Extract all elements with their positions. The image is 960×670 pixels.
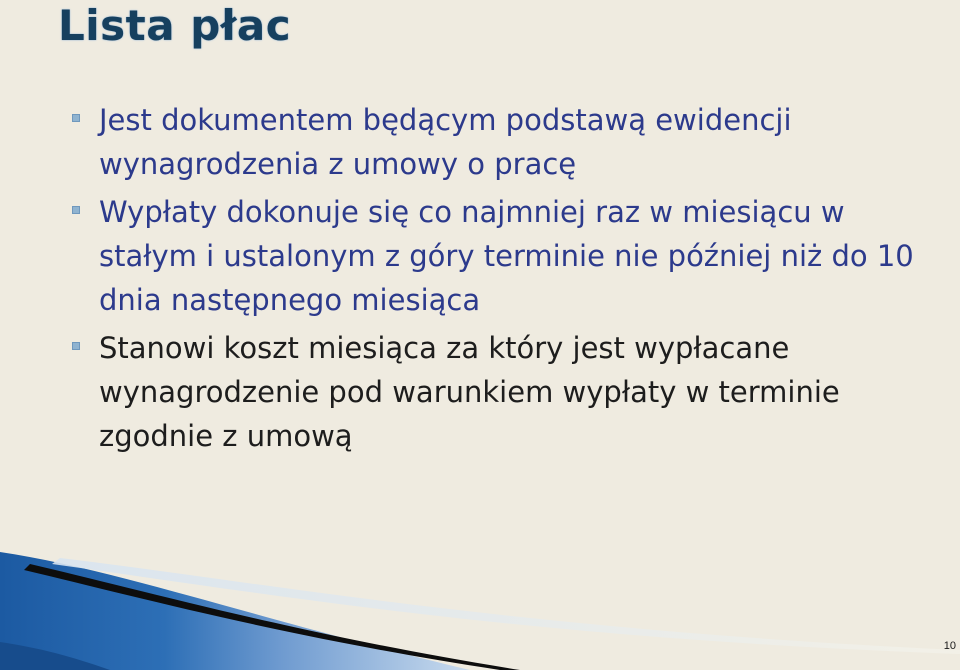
- square-bullet-icon: [72, 342, 80, 350]
- bullet-text: Wypłaty dokonuje się co najmniej raz w miesiącu w stałym i ustalonym z góry terminie nie później niż do 10 dnia następnego miesiąca: [99, 195, 914, 317]
- bullet-text: Stanowi koszt miesiąca za który jest wypłacane wynagrodzenie pod warunkiem wypłaty w terminie zgodnie z umową: [99, 331, 840, 453]
- square-bullet-icon: [72, 206, 80, 214]
- decorative-wave: [0, 530, 960, 670]
- bullet-item: [72, 190, 932, 322]
- bullet-item: [72, 326, 932, 458]
- bullet-item: [72, 98, 932, 186]
- slide-title: Lista płac: [58, 1, 292, 50]
- square-bullet-icon: [72, 114, 80, 122]
- page-number: 10: [943, 640, 956, 652]
- bullet-list: [72, 98, 932, 462]
- bullet-text: Jest dokumentem będącym podstawą ewidencji wynagrodzenia z umowy o pracę: [99, 103, 792, 181]
